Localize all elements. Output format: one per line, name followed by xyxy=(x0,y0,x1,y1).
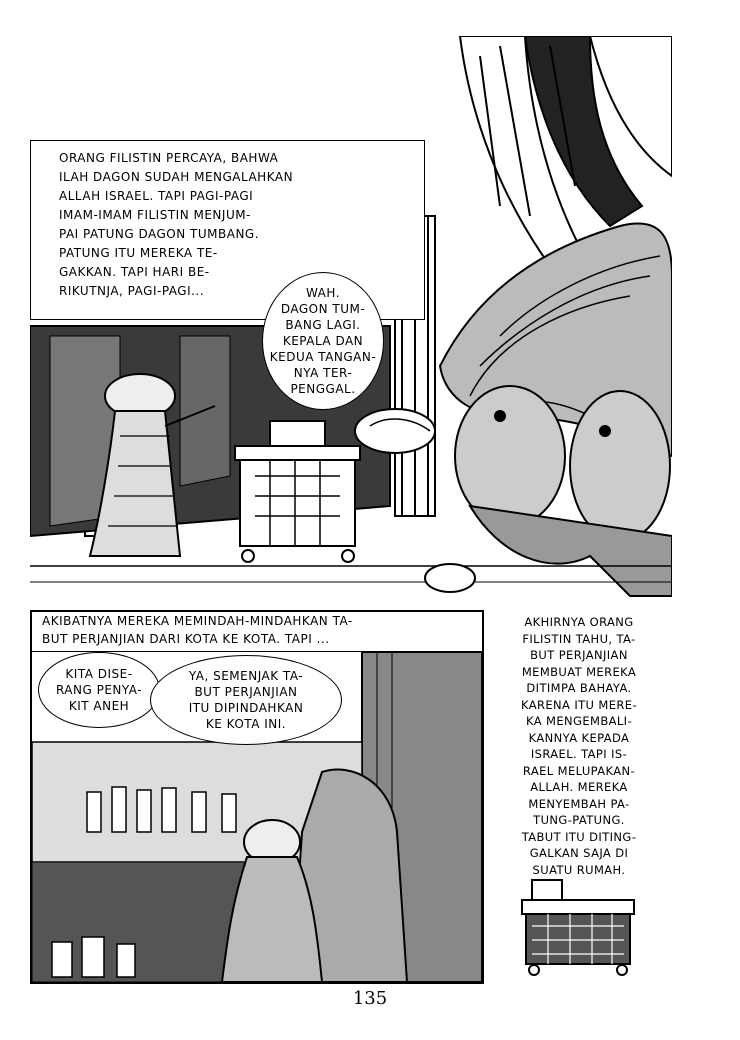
page-number: 135 xyxy=(352,988,388,1009)
side-narration: AKHIRNYA ORANG FILISTIN TAHU, TA- BUT PERJANJIAN MEMBUAT MEREKA DITIMPA BAHAYA. KARENA ITU MERE- KA MENGEMBALI- KANNYA KEPADA ISRAEL. TAPI IS- RAEL MELUPAKAN- ALLAH. MEREKA MENYEMBAH PA- TUNG-PATUNG. TABUT ITU DITING- GALKAN SAJA DI SUATU RUMAH. xyxy=(520,615,638,877)
panel1-caption: ORANG FILISTIN PERCAYA, BAHWA ILAH DAGON SUDAH MENGALAHKAN ALLAH ISRAEL. TAPI PAGI-PAGI IMAM-IMAM FILISTIN MENJUM- PAI PATUNG DAGON TUMBANG. PATUNG ITU MEREKA TE- GAKKAN. TAPI HARI BE- RIKUTNJA, PAGI-PAGI... xyxy=(30,140,425,320)
panel2-caption: AKIBATNYA MEREKA MEMINDAH-MINDAHKAN TA- BUT PERJANJIAN DARI KOTA KE KOTA. TAPI ... xyxy=(32,612,478,652)
panel2-speech-right: YA, SEMENJAK TA- BUT PERJANJIAN ITU DIPINDAHKAN KE KOTA INI. xyxy=(150,655,342,745)
panel2-speech-left: KITA DISE- RANG PENYA- KIT ANEH xyxy=(38,652,160,728)
ark-small-illustration xyxy=(512,870,644,980)
broken-bowl xyxy=(425,564,475,592)
fallen-head xyxy=(355,409,435,453)
panel1-speech-bubble: WAH. DAGON TUM- BANG LAGI. KEPALA DAN KEDUA TANGAN- NYA TER- PENGGAL. xyxy=(262,272,384,410)
